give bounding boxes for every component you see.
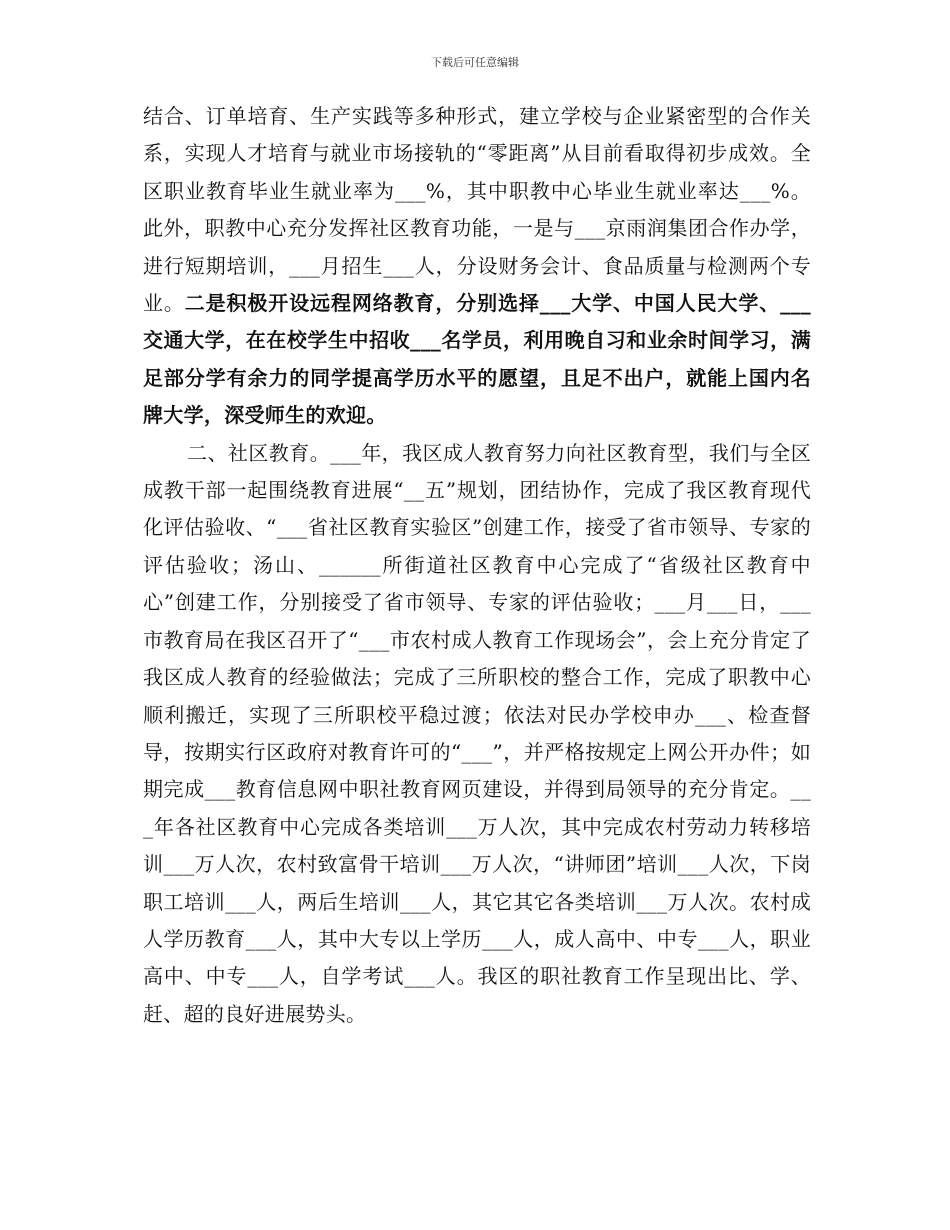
document-body [143,98,811,1033]
paragraph-vocational-education [143,98,811,435]
paragraph-text: 二、社区教育。___年，我区成人教育努力向社区教育型，我们与全区成教干部一起围绕教育进展“__五”规划，团结协作，完成了我区教育现代化评估验收、“___省社区教育实验区”创建工作，接受了省市领导、专家的评估验收；汤山、______所街道社区教育中心完成了“省级社区教育中心”创建工作，分别接受了省市领导、专家的评估验收；___月___日，___市教育局在我区召开了“___市农村成人教育工作现场会”，会上充分肯定了我区成人教育的经验做法；完成了三所职校的整合工作，完成了职教中心顺利搬迁，实现了三所职校平稳过渡；依法对民办学校申办___、检查督导，按期实行区政府对教育许可的“___”，并严格按规定上网公开办件；如期完成___教育信息网中职社教育网页建设，并得到局领导的充分肯定。___年各社区教育中心完成各类培训___万人次，其中完成农村劳动力转移培训___万人次，农村致富骨干培训___万人次，“讲师团”培训___人次，下岗职工培训___人，两后生培训___人，其它其它各类培训___万人次。农村成人学历教育___人，其中大专以上学历___人，成人高中、中专___人，职业高中、中专___人，自学考试___人。我区的职社教育工作呈现出比、学、赶、超的良好进展势头。 [143,440,811,1026]
header-text: 下载后可任意编辑 [431,56,519,69]
paragraph-text: 结合、订单培育、生产实践等多种形式，建立学校与企业紧密型的合作关系，实现人才培育与就业市场接轨的“零距离”从目前看取得初步成效。全区职业教育毕业生就业率为___%，其中职教中心毕业生就业率达___%。此外，职教中心充分发挥社区教育功能，一是与___京雨润集团合作办学，进行短期培训，___月招生___人，分设财务会计、食品质量与检测两个专业。 [143,104,811,316]
paragraph-community-education [143,435,811,1034]
paragraph-bold-text: 二是积极开设远程网络教育，分别选择___大学、中国人民大学、___交通大学，在在校学生中招收___名学员，利用晚自习和业余时间学习，满足部分学有余力的同学提高学历水平的愿望，且足不出户，就能上国内名牌大学，深受师生的欢迎。 [143,291,811,428]
page-header [0,54,950,70]
